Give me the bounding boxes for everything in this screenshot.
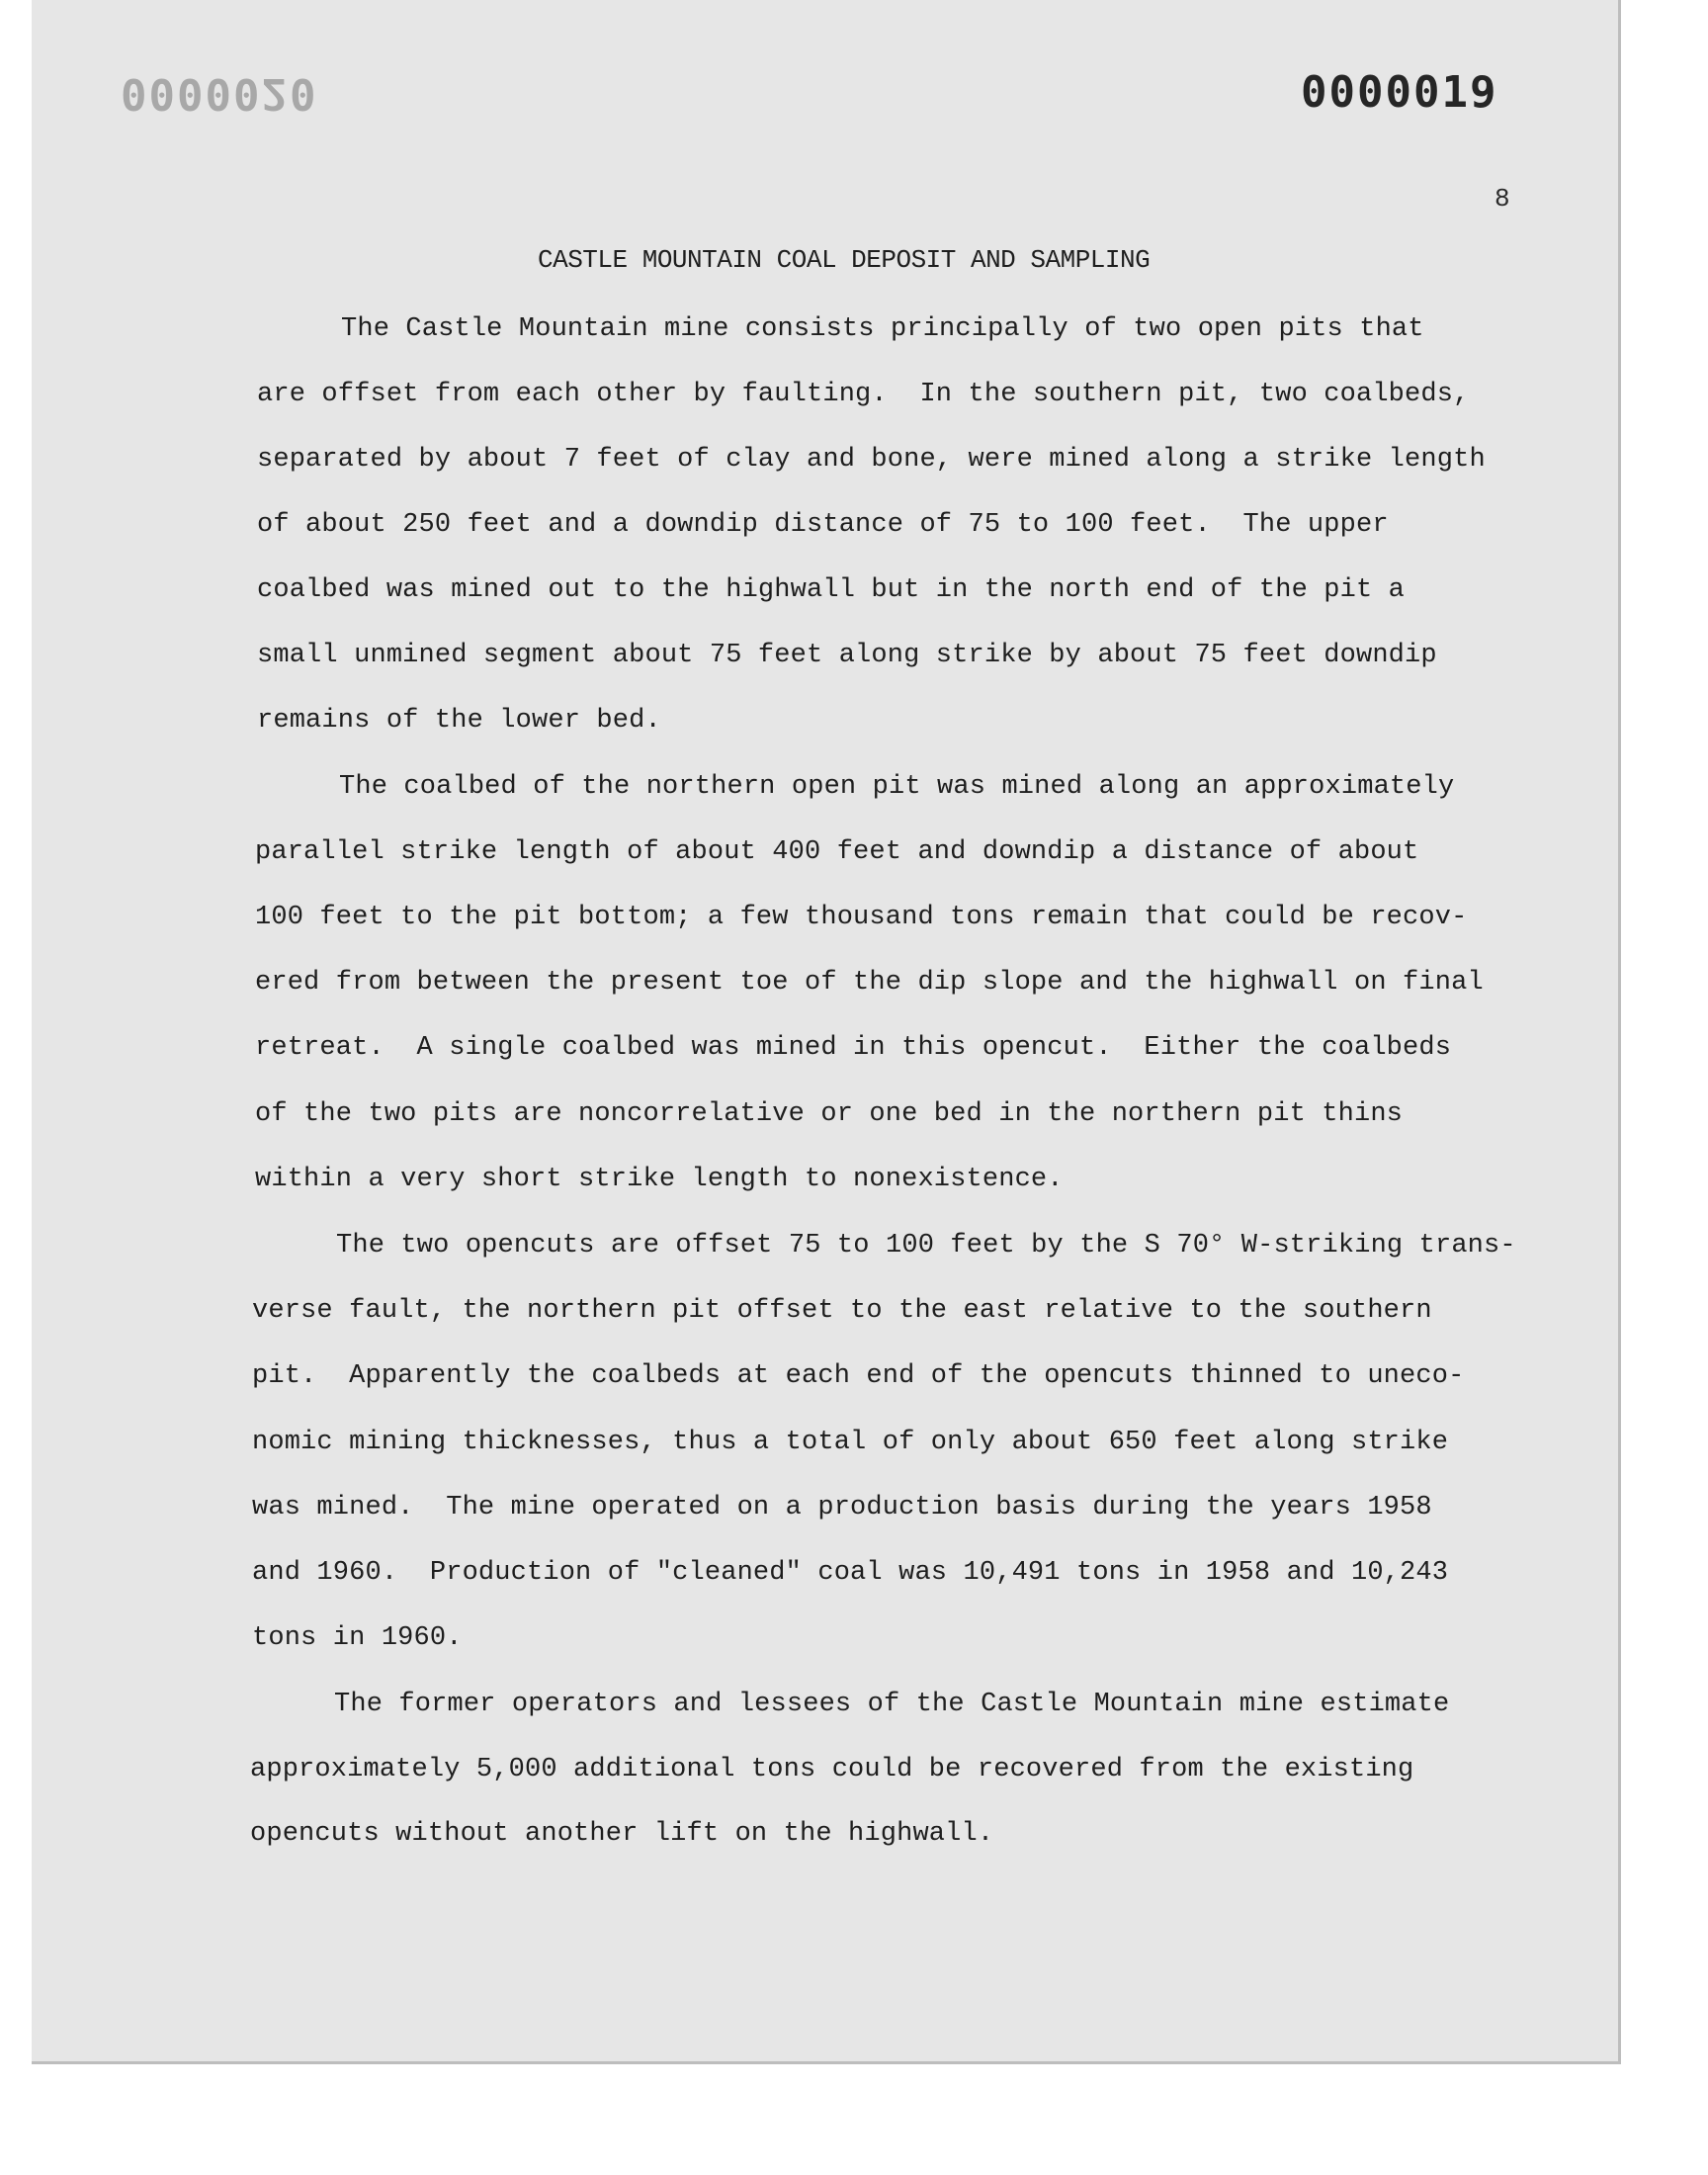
paragraph-3-line-3: pit. Apparently the coalbeds at each end of the opencuts thinned to uneco- <box>252 1361 1465 1391</box>
paragraph-4-line-3: opencuts without another lift on the highwall. <box>250 1819 994 1849</box>
paragraph-2-line-7: within a very short strike length to nonexistence. <box>255 1165 1064 1194</box>
mirrored-bleedthrough-stamp: 0000020 <box>121 68 318 119</box>
paragraph-3-line-1: The two opencuts are offset 75 to 100 feet by the S 70° W-striking trans- <box>336 1231 1516 1261</box>
paragraph-1-line-6: small unmined segment about 75 feet along strike by about 75 feet downdip <box>257 641 1437 670</box>
scanned-page <box>32 0 1621 2064</box>
paragraph-2-line-5: retreat. A single coalbed was mined in this opencut. Either the coalbeds <box>255 1033 1452 1063</box>
paragraph-1-line-3: separated by about 7 feet of clay and bone, were mined along a strike length <box>257 445 1486 475</box>
paragraph-2-line-2: parallel strike length of about 400 feet and downdip a distance of about <box>255 837 1419 867</box>
paragraph-3-line-4: nomic mining thicknesses, thus a total of only about 650 feet along strike <box>252 1428 1449 1457</box>
paragraph-3-line-6: and 1960. Production of "cleaned" coal was 10,491 tons in 1958 and 10,243 <box>252 1558 1449 1588</box>
paragraph-1-line-7: remains of the lower bed. <box>257 706 661 736</box>
section-heading: CASTLE MOUNTAIN COAL DEPOSIT AND SAMPLING <box>538 245 1151 275</box>
paragraph-4-line-1: The former operators and lessees of the Castle Mountain mine estimate <box>334 1690 1450 1719</box>
paragraph-1-line-5: coalbed was mined out to the highwall but in the north end of the pit a <box>257 575 1406 605</box>
paragraph-3-line-5: was mined. The mine operated on a production basis during the years 1958 <box>252 1493 1432 1522</box>
paragraph-4-line-2: approximately 5,000 additional tons could be recovered from the existing <box>250 1755 1414 1784</box>
page-number: 8 <box>1494 184 1510 214</box>
paragraph-1-line-1: The Castle Mountain mine consists principally of two open pits that <box>341 314 1424 344</box>
paragraph-3-line-2: verse fault, the northern pit offset to the east relative to the southern <box>252 1296 1432 1326</box>
paragraph-1-line-2: are offset from each other by faulting. In the southern pit, two coalbeds, <box>257 380 1470 409</box>
paragraph-1-line-4: of about 250 feet and a downdip distance of 75 to 100 feet. The upper <box>257 510 1389 540</box>
paragraph-2-line-3: 100 feet to the pit bottom; a few thousand tons remain that could be recov- <box>255 903 1468 932</box>
paragraph-2-line-4: ered from between the present toe of the dip slope and the highwall on final <box>255 968 1484 998</box>
paragraph-2-line-1: The coalbed of the northern open pit was mined along an approximately <box>339 772 1455 802</box>
paragraph-2-line-6: of the two pits are noncorrelative or one bed in the northern pit thins <box>255 1099 1404 1129</box>
paragraph-3-line-7: tons in 1960. <box>252 1623 463 1653</box>
document-number-stamp: 0000019 <box>1301 67 1498 118</box>
